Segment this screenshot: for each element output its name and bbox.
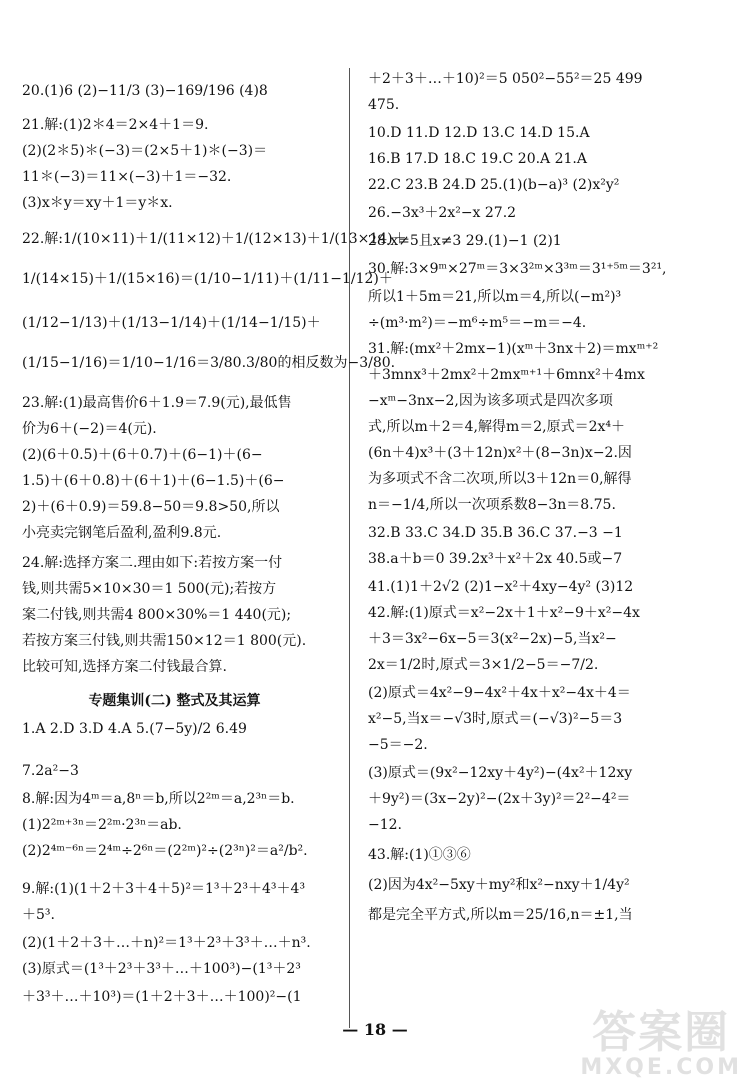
section-title: 专题集训(二) 整式及其运算: [88, 693, 261, 709]
left-line: 比较可知,选择方案二付钱最合算.: [22, 659, 227, 675]
left-line: (2)2⁴ᵐ⁻⁶ⁿ＝2⁴ᵐ÷2⁶ⁿ＝(2²ᵐ)²÷(2³ⁿ)²＝a²/b².: [22, 843, 308, 859]
right-line: 22.C 23.B 24.D 25.(1)(b−a)³ (2)x²y²: [368, 177, 620, 193]
left-line: 24.解:选择方案二.理由如下:若按方案一付: [22, 555, 283, 571]
right-line: 41.(1)1＋2√2 (2)1−x²＋4xy−4y² (3)12: [368, 579, 634, 595]
left-line: 1.A 2.D 3.D 4.A 5.(7−5y)/2 6.49: [22, 721, 247, 737]
left-line: 案二付钱,则共需4 800×30%＝1 440(元);: [22, 607, 292, 623]
left-line: ＋5³.: [22, 907, 55, 923]
right-line: ＋2＋3＋…＋10)²＝5 050²−55²＝25 499: [368, 71, 643, 87]
left-line: 2)＋(6＋0.9)＝59.8−50＝9.8>50,所以: [22, 499, 280, 515]
left-line: 11＊(−3)＝11×(−3)＋1＝−32.: [22, 169, 232, 185]
right-line: 42.解:(1)原式＝x²−2x＋1＋x²−9＋x²−4x: [368, 605, 640, 621]
left-line: (2)(1＋2＋3＋…＋n)²＝1³＋2³＋3³＋…＋n³.: [22, 935, 311, 951]
watermark-url: MXQE.COM: [580, 1055, 742, 1080]
right-line: ÷(m³·m²)＝−m⁶÷m⁵＝−m＝−4.: [368, 315, 587, 331]
left-line: 22.解:1/(10×11)＋1/(11×12)＋1/(12×13)＋1/(13×14)＋: [22, 231, 407, 247]
right-line: 43.解:(1)①③⑥: [368, 847, 471, 863]
right-line: 2x＝1/2时,原式＝3×1/2−5＝−7/2.: [368, 657, 599, 673]
right-line: −12.: [368, 817, 402, 833]
right-line: 为多项式不含二次项,所以3＋12n＝0,解得: [368, 471, 632, 487]
right-line: 38.a＋b＝0 39.2x³＋x²＋2x 40.5或−7: [368, 551, 623, 567]
left-line: 20.(1)6 (2)−11/3 (3)−169/196 (4)8: [22, 83, 268, 99]
left-line: 7.2a²−3: [22, 763, 79, 779]
right-line: (6n＋4)x³＋(3＋12n)x²＋(8−3n)x−2.因: [368, 445, 632, 461]
left-line: (1/15−1/16)＝1/10−1/16＝3/80.3/80的相反数为−3/80.: [22, 355, 396, 371]
right-line: 28.x≠5且x≠3 29.(1)−1 (2)1: [368, 233, 562, 249]
right-line: x²−5,当x＝−√3时,原式＝(−√3)²−5＝3: [368, 711, 623, 727]
right-line: 16.B 17.D 18.C 19.C 20.A 21.A: [368, 151, 587, 167]
page-number: — 18 —: [342, 1020, 408, 1039]
left-line: 钱,则共需5×10×30＝1 500(元);若按方: [22, 581, 277, 597]
left-line: 价为6＋(−2)＝4(元).: [22, 421, 157, 437]
right-line: 30.解:3×9ᵐ×27ᵐ＝3×3²ᵐ×3³ᵐ＝3¹⁺⁵ᵐ＝3²¹,: [368, 261, 667, 277]
right-line: ＋3＝3x²−6x−5＝3(x²−2x)−5,当x²−: [368, 631, 617, 647]
left-line: 1/(14×15)＋1/(15×16)＝(1/10−1/11)＋(1/11−1/12)＋: [22, 271, 393, 287]
right-line: −xᵐ−3nx−2,因为该多项式是四次多项: [368, 393, 613, 409]
left-line: 小亮卖完钢笔后盈利,盈利9.8元.: [22, 525, 222, 541]
right-line: 31.解:(mx²＋2mx−1)(xᵐ＋3nx＋2)＝mxᵐ⁺²: [368, 341, 659, 357]
right-line: n＝−1/4,所以一次项系数8−3n＝8.75.: [368, 497, 616, 513]
right-line: ＋3mnx³＋2mx²＋2mxᵐ⁺¹＋6mnx²＋4mx: [368, 367, 645, 383]
left-line: (3)x＊y＝xy＋1＝y＊x.: [22, 195, 173, 211]
left-line: 8.解:因为4ᵐ＝a,8ⁿ＝b,所以2²ᵐ＝a,2³ⁿ＝b.: [22, 791, 295, 807]
left-line: (1)2²ᵐ⁺³ⁿ＝2²ᵐ·2³ⁿ＝ab.: [22, 817, 182, 833]
right-line: −5＝−2.: [368, 737, 428, 753]
right-line: 所以1＋5m＝21,所以m＝4,所以(−m²)³: [368, 289, 622, 305]
left-line: ＋3³＋…＋10³)＝(1＋2＋3＋…＋100)²−(1: [22, 989, 302, 1005]
right-line: 26.−3x³＋2x²−x 27.2: [368, 205, 517, 221]
watermark: [580, 1007, 742, 1080]
right-line: (2)因为4x²−5xy＋my²和x²−nxy＋1/4y²: [368, 877, 630, 893]
left-line: 9.解:(1)(1＋2＋3＋4＋5)²＝1³＋2³＋4³＋4³: [22, 881, 306, 897]
left-line: 若按方案三付钱,则共需150×12＝1 800(元).: [22, 633, 307, 649]
right-line: ＋9y²)＝(3x−2y)²−(2x＋3y)²＝2²−4²＝: [368, 791, 631, 807]
right-line: (2)原式＝4x²−9−4x²＋4x＋x²−4x＋4＝: [368, 685, 631, 701]
left-line: (1/12−1/13)＋(1/13−1/14)＋(1/14−1/15)＋: [22, 315, 321, 331]
right-line: 32.B 33.C 34.D 35.B 36.C 37.−3 −1: [368, 525, 623, 541]
left-line: (3)原式＝(1³＋2³＋3³＋…＋100³)−(1³＋2³: [22, 961, 301, 977]
right-line: 式,所以m＋2＝4,解得m＝2,原式＝2x⁴＋: [368, 419, 626, 435]
left-line: 1.5)＋(6＋0.8)＋(6＋1)＋(6−1.5)＋(6−: [22, 473, 285, 489]
right-line: 都是完全平方式,所以m＝25/16,n＝±1,当: [368, 907, 633, 923]
watermark-logo: 答案圈: [592, 1007, 731, 1058]
right-line: (3)原式＝(9x²−12xy＋4y²)−(4x²＋12xy: [368, 765, 633, 781]
right-line: 10.D 11.D 12.D 13.C 14.D 15.A: [368, 125, 590, 141]
left-line: (2)(2＊5)＊(−3)＝(2×5＋1)＊(−3)＝: [22, 143, 268, 159]
left-line: 21.解:(1)2＊4＝2×4＋1＝9.: [22, 117, 209, 133]
right-line: 475.: [368, 97, 400, 113]
left-line: (2)(6＋0.5)＋(6＋0.7)＋(6−1)＋(6−: [22, 447, 263, 463]
left-line: 23.解:(1)最高售价6＋1.9＝7.9(元),最低售: [22, 395, 292, 411]
column-divider: [349, 68, 350, 1028]
